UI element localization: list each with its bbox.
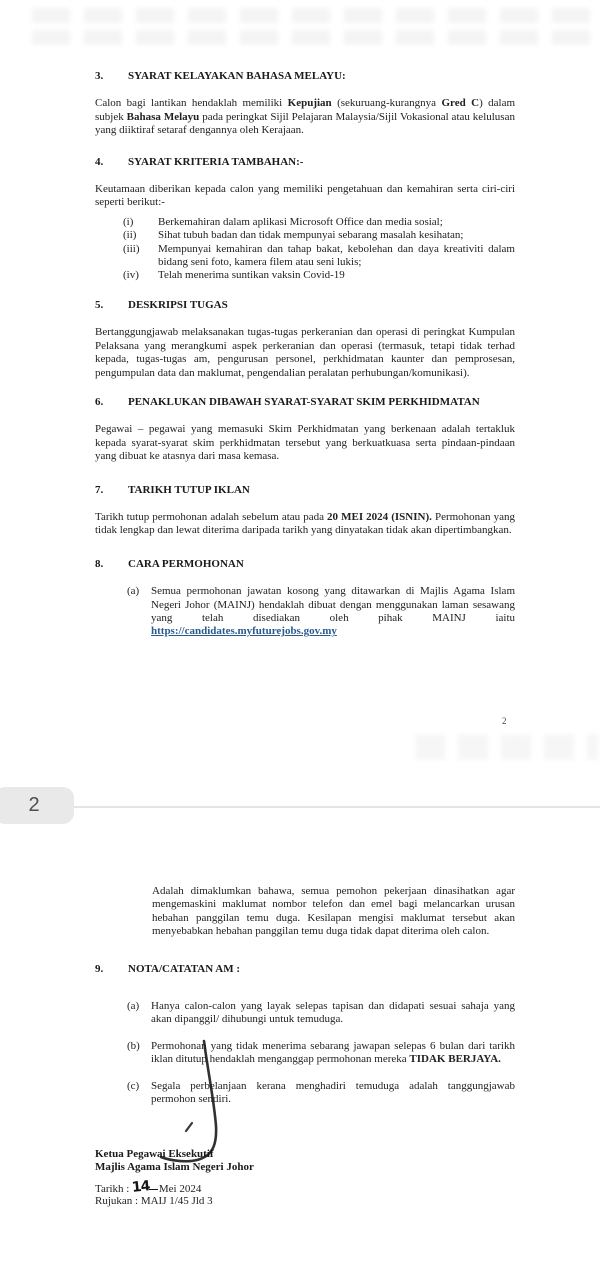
list-marker: (a) <box>127 585 140 598</box>
section-heading-5 <box>95 299 515 312</box>
list-marker: (ii) <box>123 229 137 242</box>
note-item-b <box>127 1040 515 1067</box>
bold-text: Bahasa Melayu <box>126 110 200 123</box>
paragraph-text: Calon bagi lantikan hendaklah memiliki <box>95 97 288 110</box>
section-title: DESKRIPSI TUGAS <box>128 298 228 311</box>
note-item-c <box>127 1080 515 1107</box>
handwritten-date: 14 <box>131 1177 151 1196</box>
section-number: 6. <box>95 395 104 408</box>
list-text: Berkemahiran dalam aplikasi Microsoft Office dan media sosial; <box>158 215 443 228</box>
section-number: 4. <box>95 155 104 168</box>
section-heading-4 <box>95 156 515 169</box>
section-heading-3 <box>95 70 515 83</box>
application-link[interactable]: https://candidates.myfuturejobs.gov.my <box>151 625 337 638</box>
bold-text: Gred C <box>441 97 480 110</box>
section-heading-9 <box>95 963 515 976</box>
paragraph-text: (sekuruang-kurangnya <box>331 97 442 110</box>
bold-text: Kepujian <box>287 97 332 110</box>
paragraph-5: Bertanggungjawab melaksanakan tugas-tugas perkeranian dan operasi di peringkat Kumpulan Pelaksana yang merangkumi aspek perkeranian dan operasi (termasuk, tetapi tidak terhad kepada, tugas-tugas am, pengurusan personel, perkhidmatan kaunter dan pemprosesan, pengumpulan data dan maklumat, pengendalian peralatan perhubungan/komunikasi). <box>95 326 515 379</box>
list-item <box>123 216 515 229</box>
section-title: PENAKLUKAN DIBAWAH SYARAT-SYARAT SKIM PERKHIDMATAN <box>128 395 480 408</box>
paragraph-text: ) dalam subjek <box>95 97 516 123</box>
list-marker: (b) <box>127 1039 140 1052</box>
list-text: Mempunyai kemahiran dan tahap bakat, kebolehan dan daya kreativiti dalam bidang seni foto, kamera filem atau seni lukis; <box>158 242 515 269</box>
paragraph-3 <box>95 97 515 137</box>
list-text: Telah menerima suntikan vaksin Covid-19 <box>158 269 345 282</box>
list-item <box>123 243 515 270</box>
paragraph-text: Permohonan yang tidak lengkap dan lewat diterima daripada tarikh yang dinyatakan tidak akan dipertimbangkan. <box>95 510 515 537</box>
paragraph-4: Keutamaan diberikan kepada calon yang memiliki pengetahuan dan kemahiran serta ciri-ciri seperti berikut:- <box>95 183 515 209</box>
list-item-8a <box>127 585 515 639</box>
list-text: Segala perbelanjaan kerana menghadiri temuduga adalah tanggungjawab permohon sendiri. <box>151 1079 515 1106</box>
list-item <box>123 229 515 242</box>
organization-name: Majlis Agama Islam Negeri Johor <box>95 1160 254 1173</box>
paragraph-text: Tarikh tutup permohonan adalah sebelum atau pada <box>95 510 328 523</box>
list-text: Sihat tubuh badan dan tidak mempunyai sebarang masalah kesihatan; <box>158 229 464 242</box>
page-scroll-indicator[interactable] <box>0 787 74 824</box>
note-item-a <box>127 1000 515 1027</box>
list-marker: (iii) <box>123 242 140 255</box>
date-text: Mei 2024 <box>158 1182 202 1195</box>
section-heading-8 <box>95 558 515 571</box>
paragraph-text: pada peringkat Sijil Pelajaran Malaysia/Sijil Vokasional atau kelulusan yang diiktiraf setaraf dengannya oleh Kerajaan. <box>95 110 515 137</box>
page-indicator-label: 2 <box>28 794 40 816</box>
list-marker: (c) <box>127 1079 140 1092</box>
section-title: CARA PERMOHONAN <box>128 557 244 570</box>
section-heading-6 <box>95 396 515 409</box>
page-1 <box>95 62 515 639</box>
list-marker: (a) <box>127 1000 140 1013</box>
section-number: 9. <box>95 962 104 975</box>
requirement-list <box>123 216 515 283</box>
bleedthrough-ghost-top <box>32 8 598 60</box>
reference-line: Rujukan : MAIJ 1/45 Jld 3 <box>95 1195 213 1208</box>
page-2 <box>95 880 515 1106</box>
list-marker: (i) <box>123 215 134 228</box>
date-label: Tarikh : <box>95 1182 130 1195</box>
section-title: NOTA/CATATAN AM : <box>128 962 241 975</box>
list-text: Hanya calon-calon yang layak selepas tapisan dan didapati sesuai sahaja yang akan dipanggil/ dihubungi untuk temuduga. <box>151 1000 515 1026</box>
list-item <box>123 269 515 282</box>
list-marker: (iv) <box>123 269 139 282</box>
paragraph-text: Permohonan yang tidak menerima sebarang jawapan selepas 6 bulan dari tarikh iklan ditutup hendaklah menganggap permohonan mereka <box>151 1039 515 1066</box>
bold-text: 20 MEI 2024 (ISNIN). <box>327 510 432 523</box>
list-text <box>151 585 515 639</box>
signature-block <box>95 1148 254 1208</box>
section-number: 5. <box>95 298 104 311</box>
paragraph-6: Pegawai – pegawai yang memasuki Skim Perkhidmatan yang berkenaan adalah tertakluk kepada syarat-syarat skim perkhidmatan tersebut yang berkuatkuasa serta pindaan-pindaan yang dibuat ke atasnya dari masa kemasa. <box>95 423 515 463</box>
bold-text: TIDAK BERJAYA. <box>409 1053 501 1066</box>
section-number: 3. <box>95 70 104 82</box>
section-title: SYARAT KELAYAKAN BAHASA MELAYU: <box>128 70 346 82</box>
paragraph-text: Semua permohonan jawatan kosong yang ditawarkan di Majlis Agama Islam Negeri Johor (MAINJ) hendaklah dibuat dengan menggunakan laman sesawang yang telah disediakan oleh pihak MAINJ iaitu <box>151 585 515 624</box>
section-title: SYARAT KRITERIA TAMBAHAN:- <box>128 155 304 168</box>
bleedthrough-ghost-mid <box>415 734 598 760</box>
intro-paragraph: Adalah dimaklumkan bahawa, semua pemohon pekerjaan dinasihatkan agar mengemaskini maklumat nombor telefon dan emel bagi melancarkan urusan hebahan panggilan temu duga. Kesilapan mengisi maklumat tersebut akan menyebabkan hebahan panggilan temu duga tidak dapat diterima oleh calon. <box>152 885 515 938</box>
page-number: 2 <box>502 716 507 726</box>
page-divider-line <box>0 806 600 808</box>
date-line <box>95 1177 254 1196</box>
section-heading-7 <box>95 484 515 497</box>
section-number: 8. <box>95 557 104 570</box>
section-number: 7. <box>95 483 104 496</box>
handwritten-dash <box>149 1189 158 1190</box>
paragraph-7 <box>95 511 515 538</box>
section-title: TARIKH TUTUP IKLAN <box>128 483 250 496</box>
signatory-title: Ketua Pegawai Eksekutif <box>95 1148 214 1160</box>
list-text <box>151 1040 515 1067</box>
